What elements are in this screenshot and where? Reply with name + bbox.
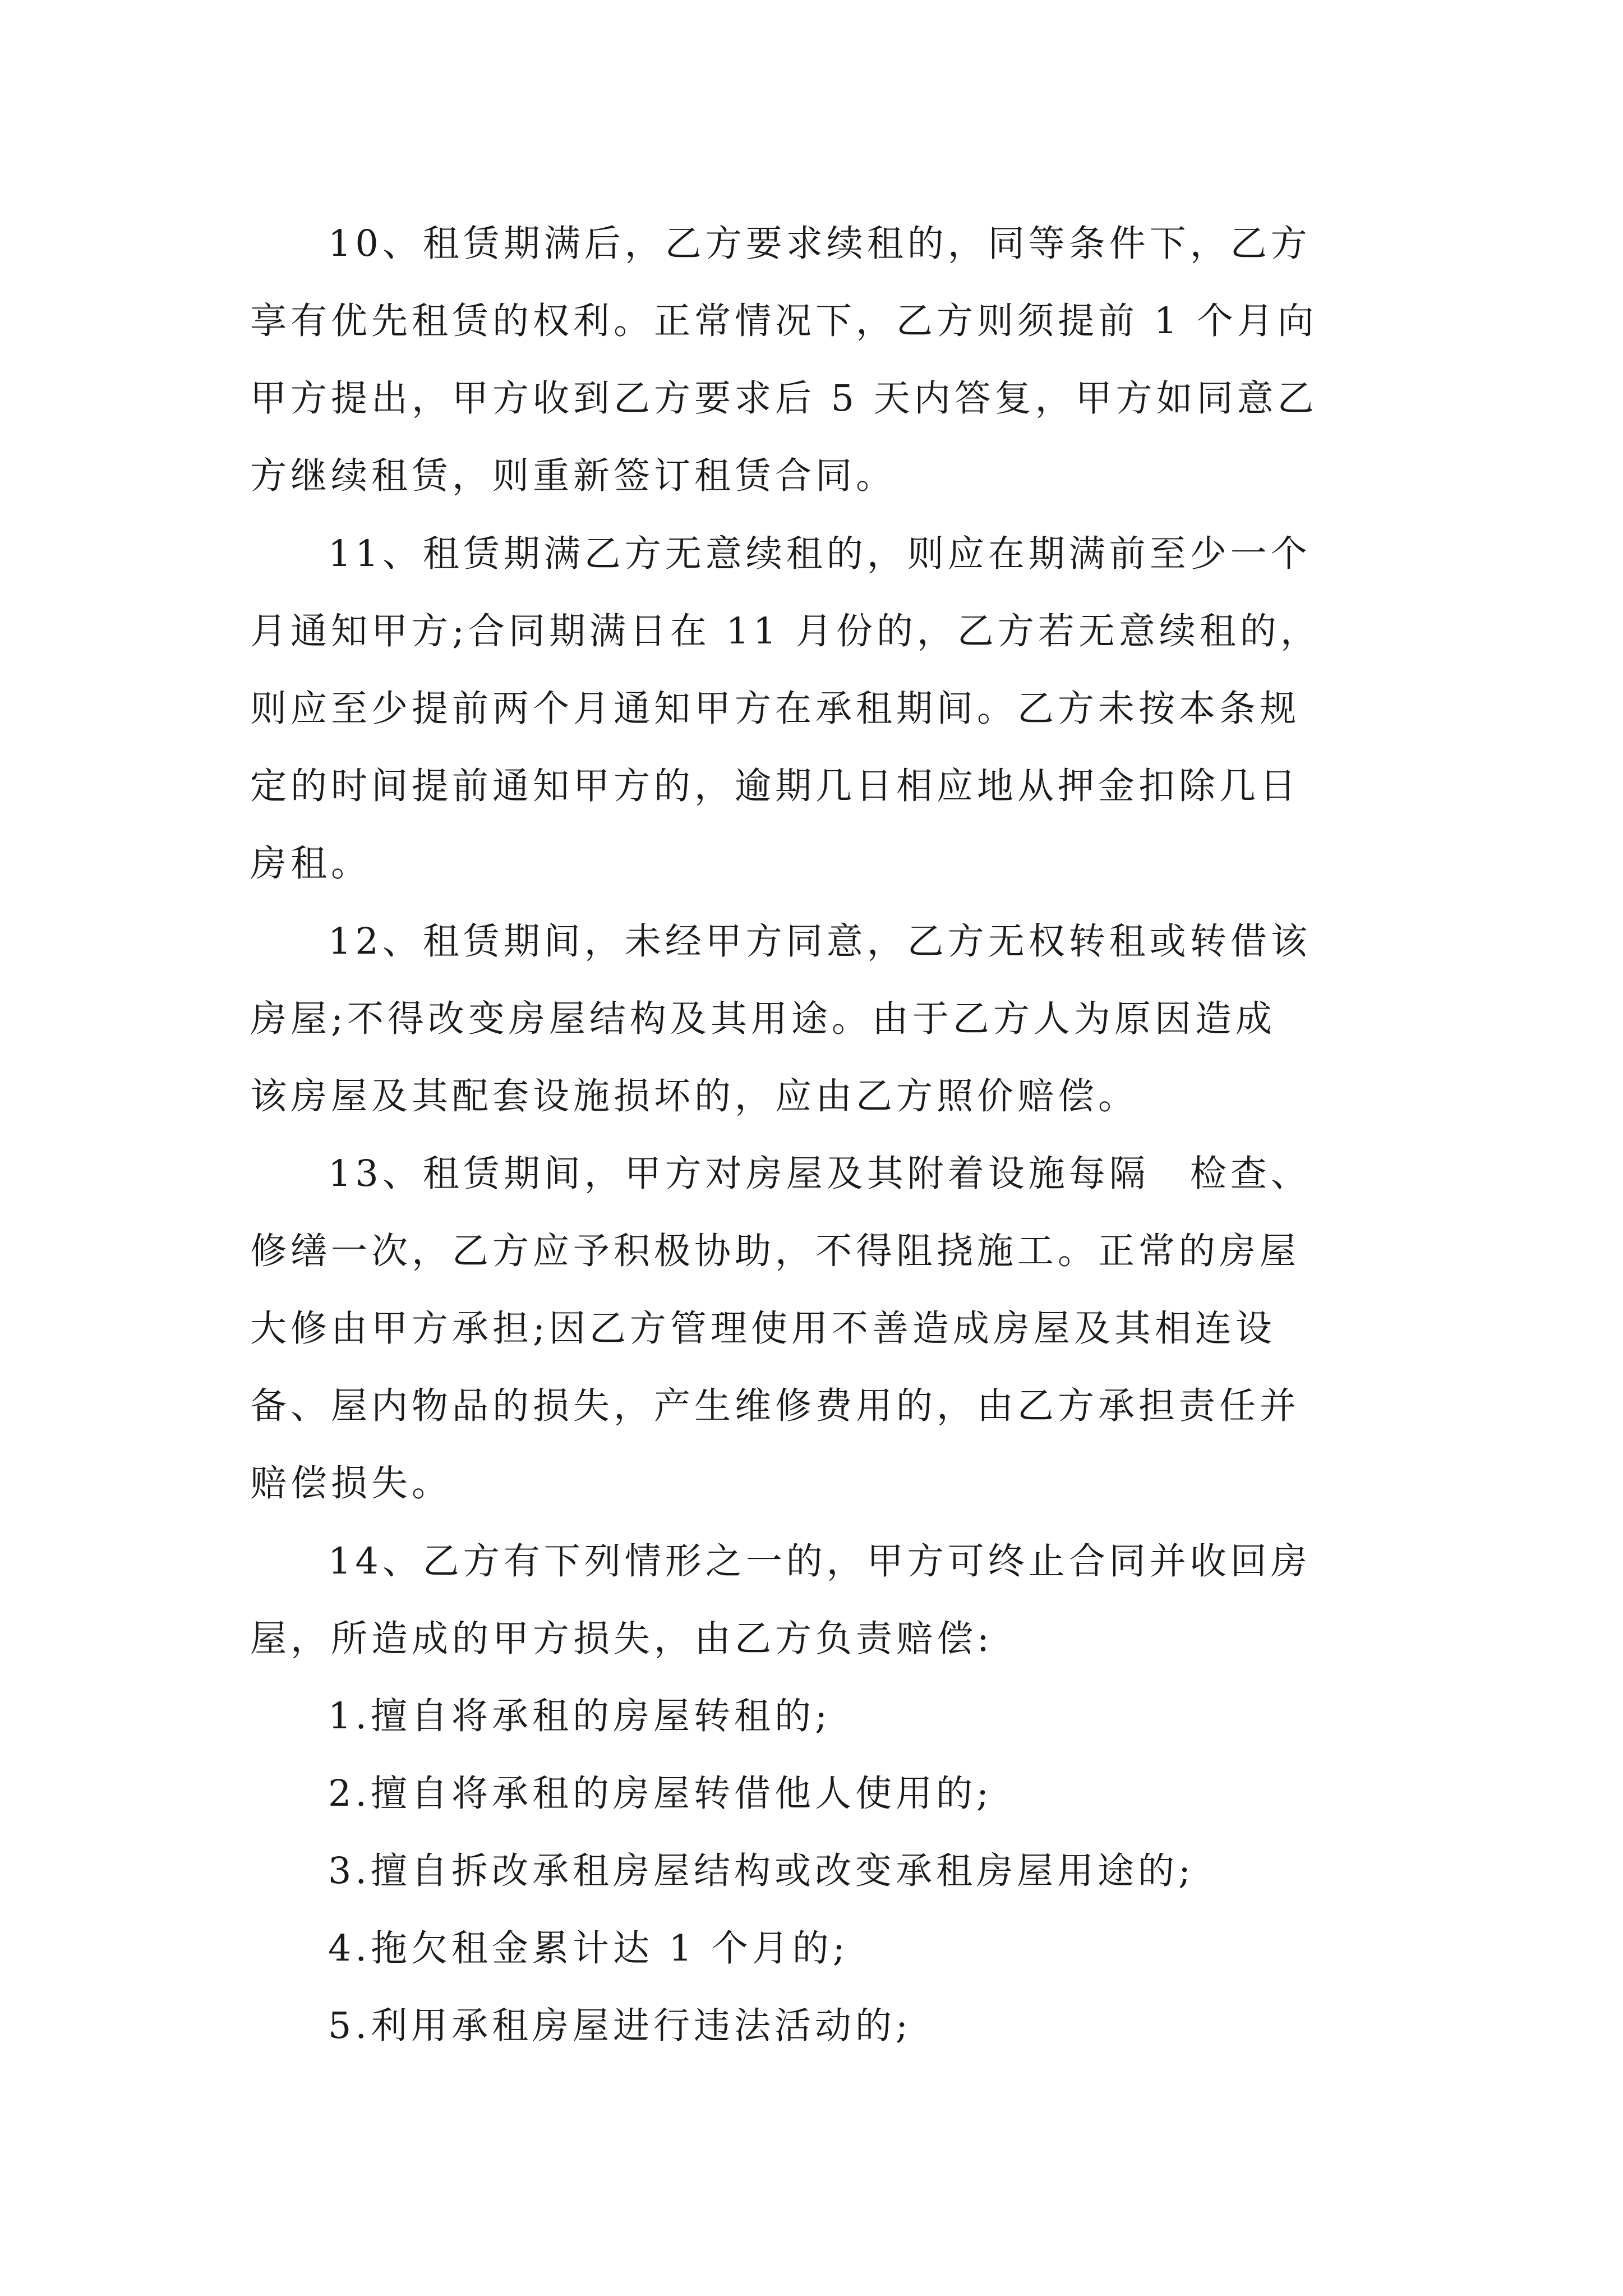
clause-12-line-1: 12、租赁期间，未经甲方同意，乙方无权转租或转借该 (328, 921, 1311, 963)
clause-14-line-1: 14、乙方有下列情形之一的，甲方可终止合同并收回房 (328, 1540, 1311, 1582)
clause-13-line-4: 备、屋内物品的损失，产生维修费用的，由乙方承担责任并 (250, 1385, 1301, 1427)
list-item-4: 4.拖欠租金累计达 1 个月的; (328, 1927, 849, 1970)
clause-10-line-1: 10、租赁期满后，乙方要求续租的，同等条件下，乙方 (328, 223, 1311, 265)
clause-10-line-4: 方继续租赁，则重新签订租赁合同。 (250, 455, 897, 497)
list-item-1: 1.擅自将承租的房屋转租的; (328, 1695, 831, 1737)
clause-10-line-3: 甲方提出，甲方收到乙方要求后 5 天内答复，甲方如同意乙 (250, 378, 1318, 420)
list-item-5: 5.利用承租房屋进行违法活动的; (328, 2005, 912, 2047)
clause-12-line-3: 该房屋及其配套设施损坏的，应由乙方照价赔偿。 (250, 1075, 1139, 1117)
clause-11-line-1: 11、租赁期满乙方无意续租的，则应在期满前至少一个 (328, 533, 1311, 575)
clause-13-line-3: 大修由甲方承担;因乙方管理使用不善造成房屋及其相连设 (250, 1308, 1276, 1350)
clause-10-line-2: 享有优先租赁的权利。正常情况下，乙方则须提前 1 个月向 (250, 300, 1318, 342)
list-item-2: 2.擅自将承租的房屋转借他人使用的; (328, 1773, 993, 1815)
clause-14-line-2: 屋，所造成的甲方损失，由乙方负责赔偿: (250, 1618, 993, 1660)
clause-11-line-2: 月通知甲方;合同期满日在 11 月份的，乙方若无意续租的， (250, 610, 1321, 652)
clause-13-line-1: 13、租赁期间，甲方对房屋及其附着设施每隔 检查、 (328, 1153, 1311, 1195)
clause-12-line-2: 房屋;不得改变房屋结构及其用途。由于乙方人为原因造成 (250, 998, 1276, 1040)
clause-11-line-4: 定的时间提前通知甲方的，逾期几日相应地从押金扣除几日 (250, 765, 1301, 807)
list-item-3: 3.擅自拆改承租房屋结构或改变承租房屋用途的; (328, 1850, 1195, 1892)
clause-13-line-5: 赔偿损失。 (250, 1462, 453, 1504)
clause-11-line-3: 则应至少提前两个月通知甲方在承租期间。乙方未按本条规 (250, 688, 1301, 730)
clause-13-line-2: 修缮一次，乙方应予积极协助，不得阻挠施工。正常的房屋 (250, 1230, 1301, 1272)
clause-11-line-5: 房租。 (250, 843, 372, 885)
